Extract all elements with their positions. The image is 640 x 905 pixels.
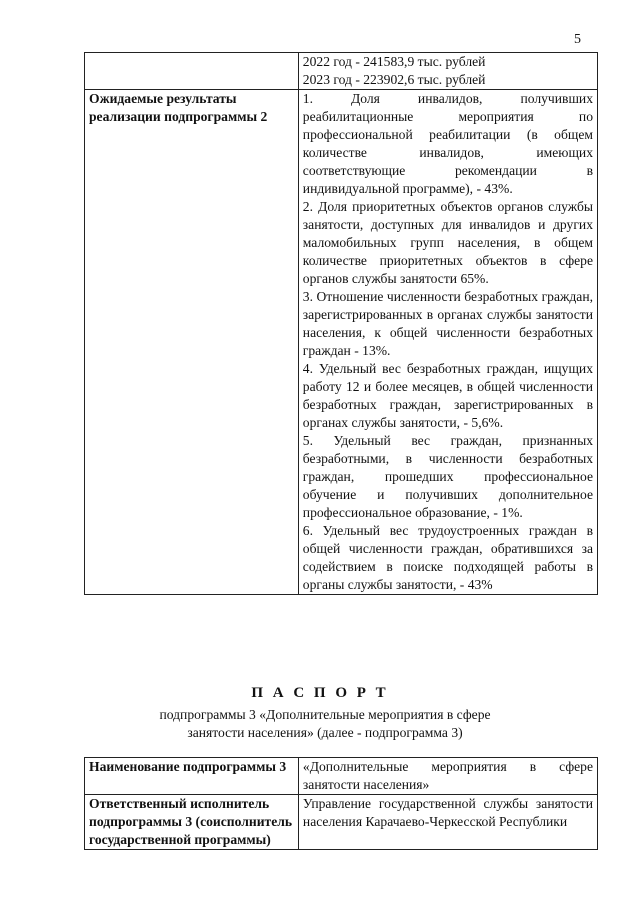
passport-title: П А С П О Р Т	[251, 685, 389, 701]
executor-label: Ответственный исполнитель подпрограммы 3 (соисполнитель государственной программы)	[85, 795, 299, 850]
funding-label-cell	[85, 53, 299, 90]
result-item-4: 4. Удельный вес безработных граждан, ищущих работу 12 и более месяцев, в общей численности безработных граждан, зарегистрированных в органах службы занятости, - 5,6%.	[302, 361, 593, 430]
subprogram-2-table	[84, 52, 598, 595]
funding-value-cell	[298, 53, 597, 90]
name-value: «Дополнительные мероприятия в сфере занятости населения»	[298, 758, 597, 795]
name-label: Наименование подпрограммы 3	[85, 758, 299, 795]
funding-line-2022: 2022 год - 241583,9 тыс. рублей	[302, 54, 486, 69]
result-item-1: 1. Доля инвалидов, получивших реабилитационные мероприятия по профессиональной реабилитации (в общем количестве инвалидов, имеющих соответствующие рекомендации в индивидуальной программе), - 43%.	[302, 91, 593, 196]
results-row	[85, 90, 598, 595]
result-item-2: 2. Доля приоритетных объектов органов службы занятости, доступных для инвалидов и других маломобильных групп населения, в общем количестве приоритетных объектов в сфере органов службы занятости 65%.	[302, 199, 593, 286]
results-label: Ожидаемые результаты реализации подпрограммы 2	[85, 90, 299, 595]
page-number: 5	[574, 32, 581, 47]
funding-line-2023: 2023 год - 223902,6 тыс. рублей	[302, 72, 486, 87]
subprogram-3-table	[84, 757, 598, 850]
result-item-6: 6. Удельный вес трудоустроенных граждан в общей численности граждан, обратившихся за содействием в поиске подходящей работы в органы службы занятости, - 43%	[302, 523, 593, 592]
passport-subtitle: подпрограммы 3 «Дополнительные мероприятия в сфере занятости населения» (далее - подпрограмма 3)	[159, 707, 491, 740]
result-item-5: 5. Удельный вес граждан, признанных безработными, в численности безработных граждан, прошедших профессиональное обучение и получивших дополнительное профессиональное образование, - 1%.	[302, 433, 593, 520]
name-row	[85, 758, 598, 795]
executor-row	[85, 795, 598, 850]
results-list	[298, 90, 597, 595]
executor-value: Управление государственной службы занятости населения Карачаево-Черкесской Республики	[298, 795, 597, 850]
result-item-3: 3. Отношение численности безработных граждан, зарегистрированных в органах службы занятости населения, к общей численности безработных граждан - 13%.	[302, 289, 593, 358]
funding-row	[85, 53, 598, 90]
